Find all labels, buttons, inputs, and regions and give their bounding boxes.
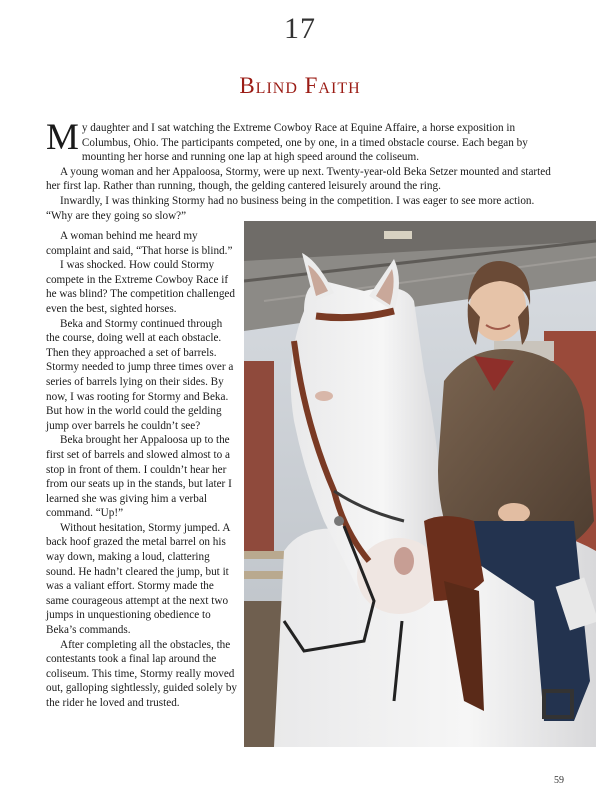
page-number: 59 [554, 775, 564, 786]
column-paragraph-1: A woman behind me heard my complaint and said, “That horse is blind.” [46, 230, 233, 257]
drop-cap: M [46, 117, 79, 158]
column-paragraph-6: After completing all the obstacles, the contestants took a final lap around the coliseum. This time, Stormy really moved out, galloping sightlessly, guided solely by the rider he loved and trusted. [46, 638, 238, 709]
chapter-title: Blind Faith [239, 73, 361, 99]
column-paragraph-3: Beka and Stormy continued through the course, doing well at each obstacle. Then they approached a set of barrels. Stormy needed to jump three times over a series of barrels lying on their sides. By now, I was rooting for Stormy and Beka. But how in the world could the gelding jump over barrels he couldn’t see? [46, 317, 234, 432]
intro-paragraph-1 [46, 117, 563, 165]
horse-and-rider-photo [244, 221, 596, 747]
intro-paragraph-2: A young woman and her Appaloosa, Stormy, were up next. Twenty-year-old Beka Setzer mounted and started her first lap. Rather than running, though, the gelding cantered leisurely around the ring. [46, 165, 551, 193]
intro-paragraph-3: Inwardly, I was thinking Stormy had no business being in the competition. I was eager to see more action. [60, 194, 535, 207]
column-text-block [46, 229, 238, 711]
column-paragraph-2: I was shocked. How could Stormy compete in the Extreme Cowboy Race if he was blind? The competition challenged even the best, sighted horses. [46, 259, 235, 315]
chapter-number: 17 [284, 12, 316, 45]
column-paragraph-5: Without hesitation, Stormy jumped. A back hoof grazed the metal barrel on his way down, making a loud, clattering sound. He hadn’t cleared the jump, but it was a valiant effort. Stormy made the same courageous attempt at the next two jumps in unquestioning obedience to Beka’s commands. [46, 521, 230, 637]
intro-text-block [46, 117, 563, 223]
column-paragraph-4: Beka brought her Appaloosa up to the first set of barrels and slowed almost to a stop in front of them. I couldn’t hear her from our seats up in the stands, but later I learned she was giving him a verbal command. “Up!” [46, 434, 232, 520]
intro-paragraph-4: “Why are they going so slow?” [46, 209, 187, 222]
intro-paragraph-1-text: y daughter and I sat watching the Extreme Cowboy Race at Equine Affaire, a horse exposition in Columbus, Ohio. The participants competed, one by one, in a timed obstacle course. Each began by mounting her horse and running one lap at high speed around the coliseum. [81, 122, 528, 164]
